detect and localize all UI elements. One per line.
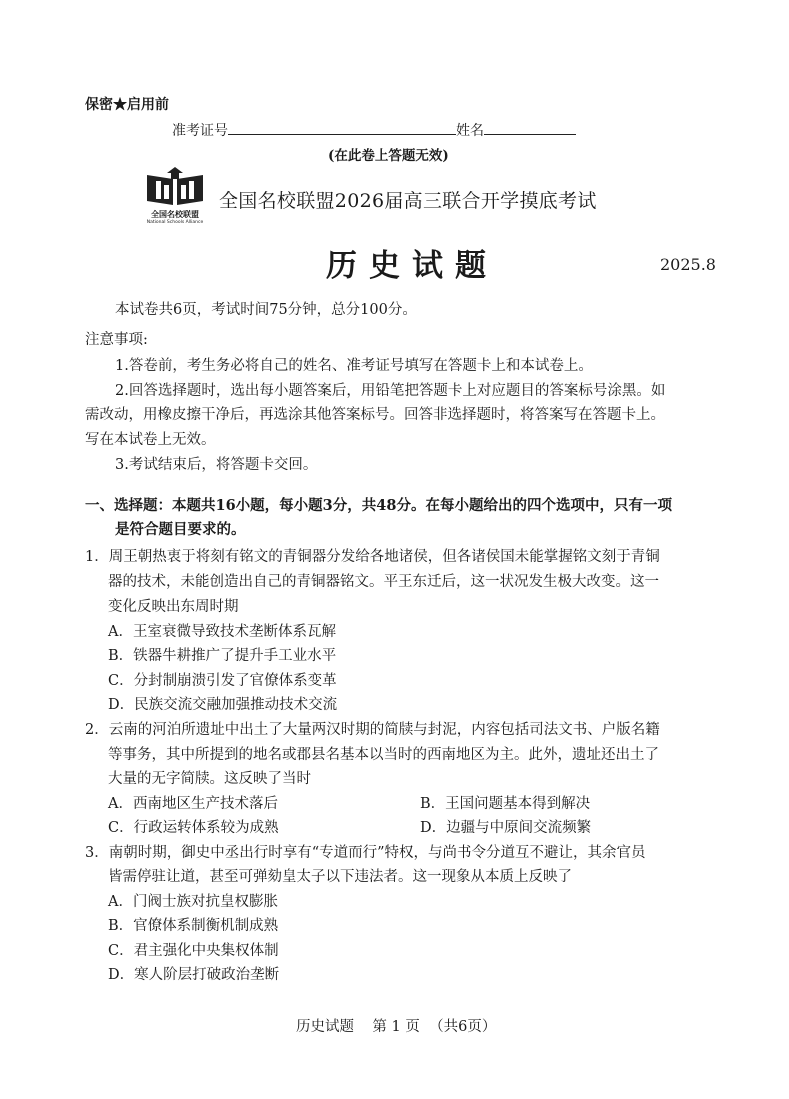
notice-item: 写在本试卷上无效。 [85, 432, 216, 448]
invalid-answer-note: (在此卷上答题无效) [328, 148, 449, 164]
question-1-option-c[interactable]: C．分封制崩溃引发了官僚体系变革 [108, 673, 337, 689]
question-3-text: 3．南朝时期，御史中丞出行时享有“专道而行”特权，与尚书令分道互不避让，其余官员 [85, 845, 646, 861]
notice-item: 需改动，用橡皮擦干净后，再选涂其他答案标号。回答非选择题时，将答案写在答题卡上。 [85, 407, 665, 423]
question-3-text: 皆需停驻让道，甚至可弹劾皇太子以下违法者。这一现象从本质上反映了 [108, 869, 572, 885]
logo-text: 全国名校联盟 [151, 210, 199, 219]
question-2-option-d[interactable]: D．边疆与中原间交流频繁 [420, 820, 592, 836]
section-heading-cont: 是符合题目要求的。 [115, 521, 246, 538]
notice-item: 2.回答选择题时，选出每小题答案后，用铅笔把答题卡上对应题目的答案标号涂黑。如 [115, 383, 666, 399]
question-1-option-a[interactable]: A．王室衰微导致技术垄断体系瓦解 [108, 624, 336, 640]
question-2-text: 大量的无字简牍。这反映了当时 [108, 771, 311, 787]
exam-date: 2025.8 [660, 255, 716, 274]
question-2-text: 等事务，其中所提到的地名或郡县名基本以当时的西南地区为主。此外，遗址还出土了 [108, 747, 659, 763]
candidate-info-line [172, 120, 576, 140]
question-1-text: 1．周王朝热衷于将刻有铭文的青铜器分发给各地诸侯，但各诸侯国未能掌握铭文刻于青铜 [85, 549, 660, 565]
question-3-option-b[interactable]: B．官僚体系制衡机制成熟 [108, 918, 279, 934]
alliance-logo [143, 167, 207, 229]
name-blank[interactable] [484, 120, 576, 135]
admission-number-blank[interactable] [228, 120, 456, 135]
question-3-option-d[interactable]: D．寒人阶层打破政治垄断 [108, 967, 280, 983]
question-1-option-d[interactable]: D．民族交流交融加强推动技术交流 [108, 697, 338, 713]
exam-title: 全国名校联盟2026届高三联合开学摸底考试 [219, 190, 597, 212]
question-2-option-a[interactable]: A．西南地区生产技术落后 [108, 796, 278, 812]
name-label: 姓名 [456, 123, 484, 139]
page-footer: 历史试题 第 1 页 （共6页） [296, 1019, 497, 1035]
question-2-option-c[interactable]: C．行政运转体系较为成熟 [108, 820, 279, 836]
question-1-option-b[interactable]: B．铁器牛耕推广了提升手工业水平 [108, 648, 337, 664]
question-2-text: 2．云南的河泊所遗址中出土了大量两汉时期的简牍与封泥，内容包括司法文书、户版名籍 [85, 722, 660, 738]
confidential-mark: 保密★启用前 [85, 97, 169, 113]
subject-title: 历史试题 [326, 248, 498, 284]
question-1-text: 变化反映出东周时期 [108, 599, 239, 615]
question-3-option-a[interactable]: A．门阀士族对抗皇权膨胀 [108, 894, 278, 910]
question-2-option-b[interactable]: B．王国问题基本得到解决 [420, 796, 591, 812]
question-3-option-c[interactable]: C．君主强化中央集权体制 [108, 943, 279, 959]
question-1-text: 器的技术，未能创造出自己的青铜器铭文。平王东迁后，这一状况发生极大改变。这一 [108, 574, 659, 590]
notice-item: 1.答卷前，考生务必将自己的姓名、准考证号填写在答题卡上和本试卷上。 [115, 358, 593, 374]
notices-title: 注意事项: [85, 332, 148, 348]
notice-item: 3.考试结束后，将答题卡交回。 [115, 457, 318, 473]
logo-subtext: National Schools Alliance [146, 220, 204, 225]
section-heading: 一、选择题：本题共16小题，每小题3分，共48分。在每小题给出的四个选项中，只有一项 [85, 497, 672, 514]
admission-number-label: 准考证号 [172, 123, 228, 139]
intro-text: 本试卷共6页，考试时间75分钟，总分100分。 [115, 302, 417, 318]
